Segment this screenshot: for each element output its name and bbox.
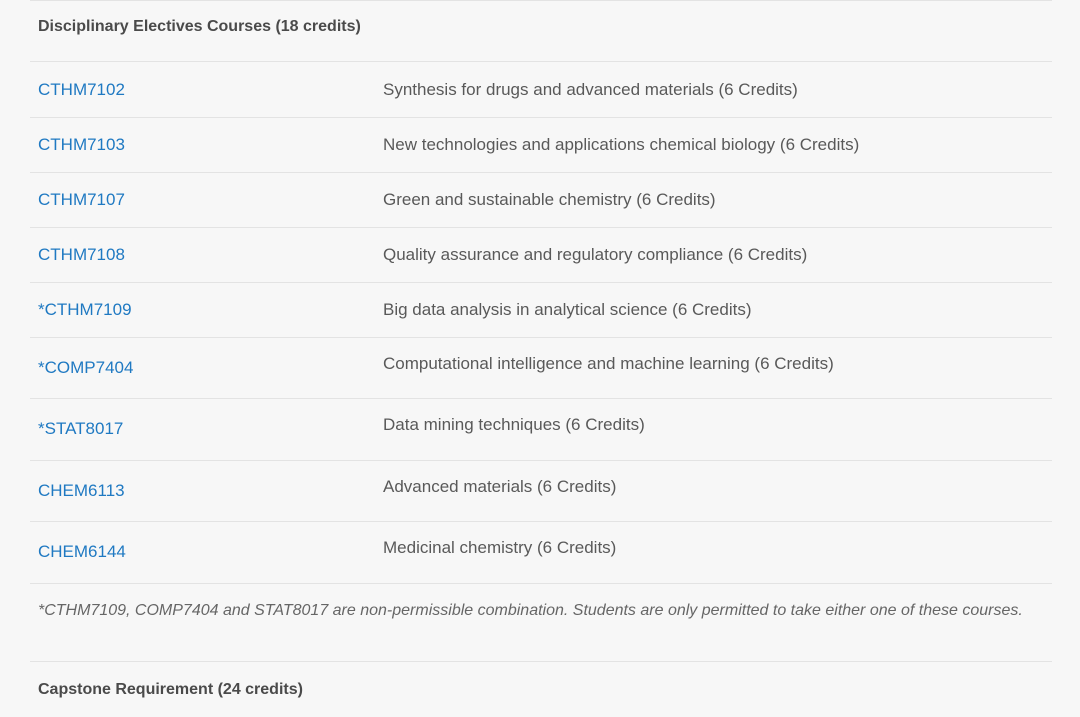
divider [30,0,1052,1]
course-title: Data mining techniques (6 Credits) [383,415,645,434]
combination-note: *CTHM7109, COMP7404 and STAT8017 are non-permissible combination. Students are only permitted to take either one of these courses. [38,602,1023,619]
course-row [30,522,1052,583]
course-row [30,461,1052,521]
course-row [30,228,1052,282]
course-title: Advanced materials (6 Credits) [383,477,617,496]
course-row [30,173,1052,227]
course-title: New technologies and applications chemical biology (6 Credits) [383,135,860,154]
course-code-link[interactable]: CTHM7103 [38,135,125,154]
course-code-link[interactable]: CTHM7108 [38,245,125,264]
course-row [30,283,1052,337]
course-code-link[interactable]: CHEM6144 [38,542,126,561]
course-code-link[interactable]: *COMP7404 [38,358,134,377]
course-row [30,118,1052,172]
course-title: Quality assurance and regulatory compliance (6 Credits) [383,245,808,264]
course-row [30,338,1052,398]
course-code-link[interactable]: CTHM7107 [38,190,125,209]
course-row [30,62,1052,117]
course-title: Computational intelligence and machine learning (6 Credits) [383,354,834,373]
course-row [30,399,1052,460]
course-title: Big data analysis in analytical science (6 Credits) [383,300,752,319]
course-title: Green and sustainable chemistry (6 Credits) [383,190,716,209]
course-code-link[interactable]: CHEM6113 [38,481,125,500]
course-code-link[interactable]: *CTHM7109 [38,300,132,319]
divider [30,661,1052,662]
course-code-link[interactable]: *STAT8017 [38,419,124,438]
divider [30,583,1052,584]
course-title: Medicinal chemistry (6 Credits) [383,538,617,557]
electives-heading: Disciplinary Electives Courses (18 credits) [38,18,361,35]
capstone-heading: Capstone Requirement (24 credits) [38,681,303,698]
course-code-link[interactable]: CTHM7102 [38,80,125,99]
course-title: Synthesis for drugs and advanced materials (6 Credits) [383,80,798,99]
